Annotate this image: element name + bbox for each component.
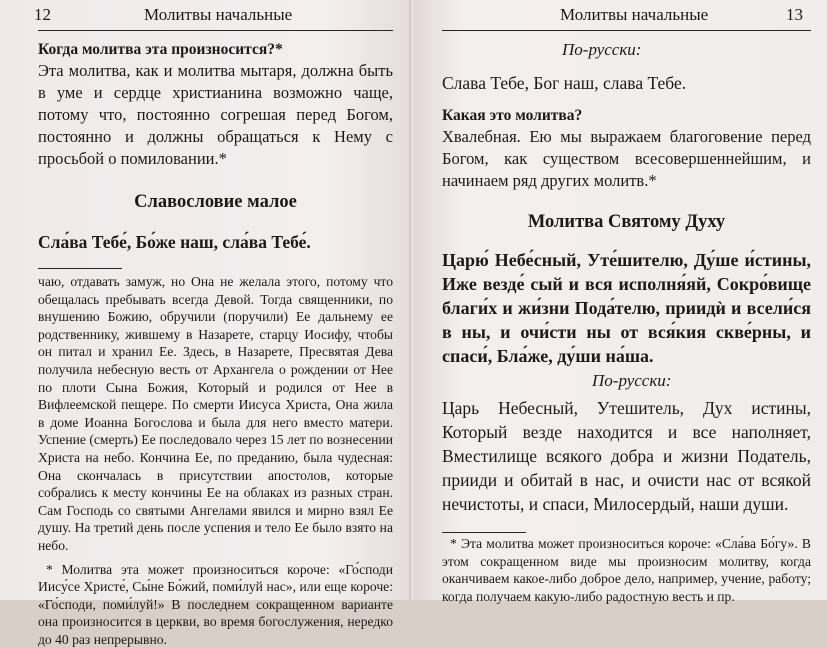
page-number-left: 12 bbox=[34, 0, 51, 30]
doxology-prayer: Сла́ва Тебе́, Бо́же наш, сла́ва Тебе́. bbox=[38, 230, 393, 254]
footnote-rule bbox=[442, 532, 526, 533]
running-head-left: Молитвы начальные bbox=[144, 0, 292, 30]
right-page bbox=[414, 0, 827, 600]
prayer-translation: Царь Небесный, Утешитель, Дух истины, Который везде находится и все наполняет, Вместилище всякого добра и жизни Податель, прииди и обитай в нас, и очисти нас от всякой нечистоты, и спаси, Милосердый, наши души. bbox=[442, 396, 811, 516]
right-page-header bbox=[442, 0, 811, 31]
left-page bbox=[0, 0, 411, 600]
holy-spirit-prayer: Царю́ Небе́сный, Уте́шителю, Ду́ше и́стины, Иже везде́ сый и вся исполня́яй, Сокро́вище благи́х и жи́зни Пода́телю, приидѝ и всели́ся в ны, и очи́сти ны от вся́кия скве́рны, и спаси́, Бла́же, ду́ши на́ша. bbox=[442, 248, 811, 368]
translation-label: По-русски: bbox=[442, 370, 811, 392]
praise-translation: Слава Тебе, Бог наш, слава Тебе. bbox=[442, 71, 811, 95]
footnote-rule bbox=[38, 268, 122, 269]
answer-paragraph: Эта молитва, как и молитва мытаря, должна быть в уме и сердце христианина возможно чаще, потому что, постоянно согрешая перед Богом, постоянно и должны обращаться к Нему с просьбой о помиловании.* bbox=[38, 60, 393, 170]
answer-paragraph: Хвалебная. Ею мы выражаем благоговение перед Богом, как существом всесовершеннейшим, и начинаем ряд других молитв.* bbox=[442, 126, 811, 192]
continued-footnote: чаю, отдавать замуж, но Она не желала этого, потому что обещалась пребывать всегда Девой. Тогда священники, по внушению Божию, обручили (поручили) Ее дальнему ее родственнику, жившему в Назарете, старцу Иосифу, чтобы он питал и хранил Ее. Здесь, в Назарете, Пресвятая Дева получила небесную весть от Архангела о рождении от Нее по плоти Сына Божия, Который и родился от Нее в Вифлеемской пещере. По смерти Иисуса Христа, Она жила в доме Иоанна Богослова и была для него вместо матери. Успение (смерть) Ее последовало через 15 лет по вознесении Христа на небо. Кончина Ее, по преданию, была чудесная: Она скончалась в присутствии апостолов, которые собрались к месту кончины Ее на облаках из разных стран. Сам Господь со святыми Ангелами явился и мирно взял Ее душу. На третий день после успения и тело Ее было взято на небо. bbox=[38, 273, 393, 555]
section-title-holy-spirit: Молитва Святому Духу bbox=[442, 210, 811, 234]
section-title-small-doxology: Славословие малое bbox=[38, 190, 393, 214]
footnote: * Эта молитва может произноситься короче: «Сла́ва Бо́гу». В этом сокращенном виде мы произносим молитву, когда оканчиваем какое-либо доброе дело, например, учение, работу; когда получаем какую-либо радостную весть и пр. bbox=[442, 535, 811, 605]
footnote: * Молитва эта может произноситься короче: «Го́споди Иису́се Христе́, Сы́не Бо́жий, поми́луй нас», или еще короче: «Го́споди, поми́луй!» В последнем сокращенном варианте она произносится в церкви, во время богослужения, нередко до 40 раз непрерывно. bbox=[38, 561, 393, 648]
translation-label: По-русски: bbox=[442, 39, 811, 61]
running-head-right: Молитвы начальные bbox=[560, 0, 708, 30]
question-heading: Когда молитва эта произносится?* bbox=[38, 39, 393, 60]
question-heading: Какая это молитва? bbox=[442, 105, 811, 126]
page-number-right: 13 bbox=[786, 0, 803, 30]
left-page-header bbox=[38, 0, 393, 31]
